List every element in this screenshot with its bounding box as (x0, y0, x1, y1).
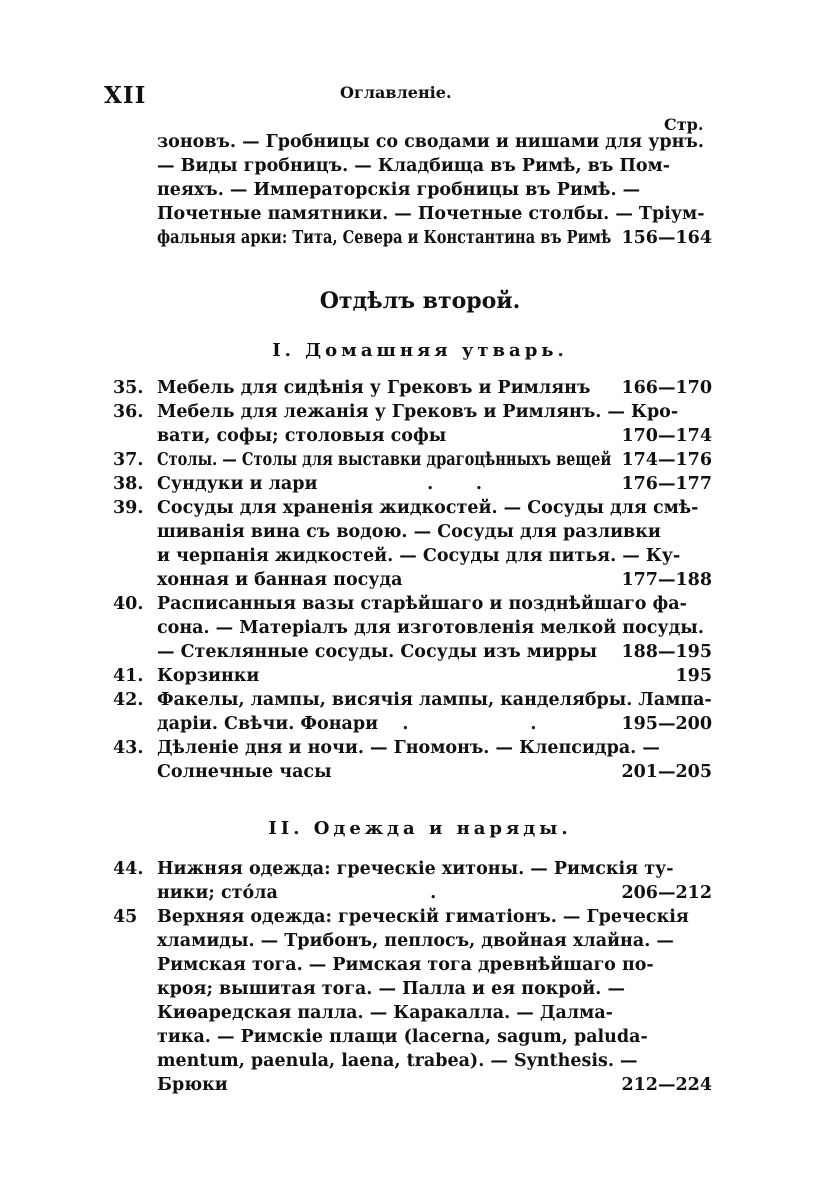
entry-number: 35. (113, 378, 144, 398)
entry-line: Почетные памятники. — Почетные столбы. — Тріум- (157, 204, 705, 224)
toc-entry: 38. Сундуки и лари . . 176—177 (113, 474, 712, 494)
part-title: Отдѣлъ второй. (319, 288, 521, 314)
entry-number: 41. (113, 666, 144, 686)
entry-pages: 166—170 (621, 378, 712, 398)
section-title: I. Домашняя утварь. (272, 340, 568, 361)
entry-pages: 195 (675, 666, 712, 686)
entry-number: 39. (113, 498, 144, 518)
entry-number: 40. (113, 594, 144, 614)
page-number: XII (104, 82, 147, 109)
section-entries (113, 376, 712, 784)
entry-pages: 177—188 (621, 570, 712, 590)
running-title: Оглавленіе. (340, 83, 452, 102)
toc-entry: 39. Сосуды для храненія жидкостей. — Сосуды для смѣ- шиванія вина съ водою. — Сосуды для разливки и черпанія жидкостей. — Сосуды для питья. — Ку- хонная и банная посуда 177—188 (113, 498, 712, 590)
toc-entry: 43. Дѣленіе дня и ночи. — Гномонъ. — Клепсидра. — Солнечные часы 201—205 (113, 738, 712, 782)
entry-pages: 170—174 (621, 426, 712, 446)
entry-pages: 212—224 (621, 1075, 712, 1095)
entry-number: 36. (113, 402, 144, 422)
entry-number: 43. (113, 738, 144, 758)
continuation-entry (157, 130, 712, 250)
toc-entry: 37. Столы. — Столы для выставки драгоцѣнныхъ вещей 174—176 (113, 450, 712, 470)
toc-entry: 41. Корзинки 195 (113, 666, 712, 686)
entry-pages: 174—176 (621, 450, 712, 470)
entry-line: фальныя арки: Тита, Севера и Константина въ Римѣ 156—164 (157, 228, 712, 248)
section-title: II. Одежда и наряды. (268, 818, 572, 839)
toc-entry: 42. Факелы, лампы, висячія лампы, канделябры. Лампа- даріи. Свѣчи. Фонари . . 195—200 (113, 690, 712, 734)
entry-line: пеяхъ. — Императорскія гробницы въ Римѣ. — (157, 180, 641, 200)
toc-entry: 35. Мебель для сидѣнія у Грековъ и Римлянъ 166—170 (113, 378, 712, 398)
entry-line: — Виды гробницъ. — Кладбища въ Римѣ, въ Пом- (157, 156, 671, 176)
entry-pages: 201—205 (621, 762, 712, 782)
toc-entry: 44. Нижняя одежда: греческіе хитоны. — Римскія ту- ники; стóла . 206—212 (113, 859, 712, 903)
toc-entry: 36. Мебель для лежанія у Грековъ и Римлянъ. — Кро- вати, софы; столовыя софы 170—174 (113, 402, 712, 446)
entry-number: 44. (113, 859, 144, 879)
entry-number: 42. (113, 690, 144, 710)
toc-entry: 40. Расписанныя вазы старѣйшаго и позднѣйшаго фа- сона. — Матеріалъ для изготовленія мелкой посуды. — Стеклянные сосуды. Сосуды изъ мирры 188—195 (113, 594, 712, 662)
entry-number: 45 (113, 907, 138, 927)
toc-entry: 45 Верхняя одежда: греческій гиматіонъ. — Греческія хламиды. — Трибонъ, пеплосъ, двойная хлайна. — Римская тога. — Римская тога древнѣйшаго по- кроя; вышитая тога. — Палла и ея покрой. — Киѳаредская палла. — Каракалла. — Далма- тика. — Римскіе плащи (lacerna, sagum, paluda- mentum, paenula, laena, trabea). — Synthesis. — Брюки 212—224 (113, 907, 712, 1095)
entry-pages: 156—164 (621, 228, 712, 248)
entry-pages: 195—200 (621, 714, 712, 734)
entry-line: зоновъ. — Гробницы со сводами и нишами для урнъ. (157, 132, 704, 152)
entry-pages: 188—195 (621, 642, 712, 662)
entry-pages: 176—177 (621, 474, 712, 494)
entry-pages: 206—212 (621, 883, 712, 903)
section-entries (113, 857, 712, 1097)
entry-number: 38. (113, 474, 144, 494)
entry-number: 37. (113, 450, 144, 470)
page-column-label: Стр. (664, 115, 704, 134)
